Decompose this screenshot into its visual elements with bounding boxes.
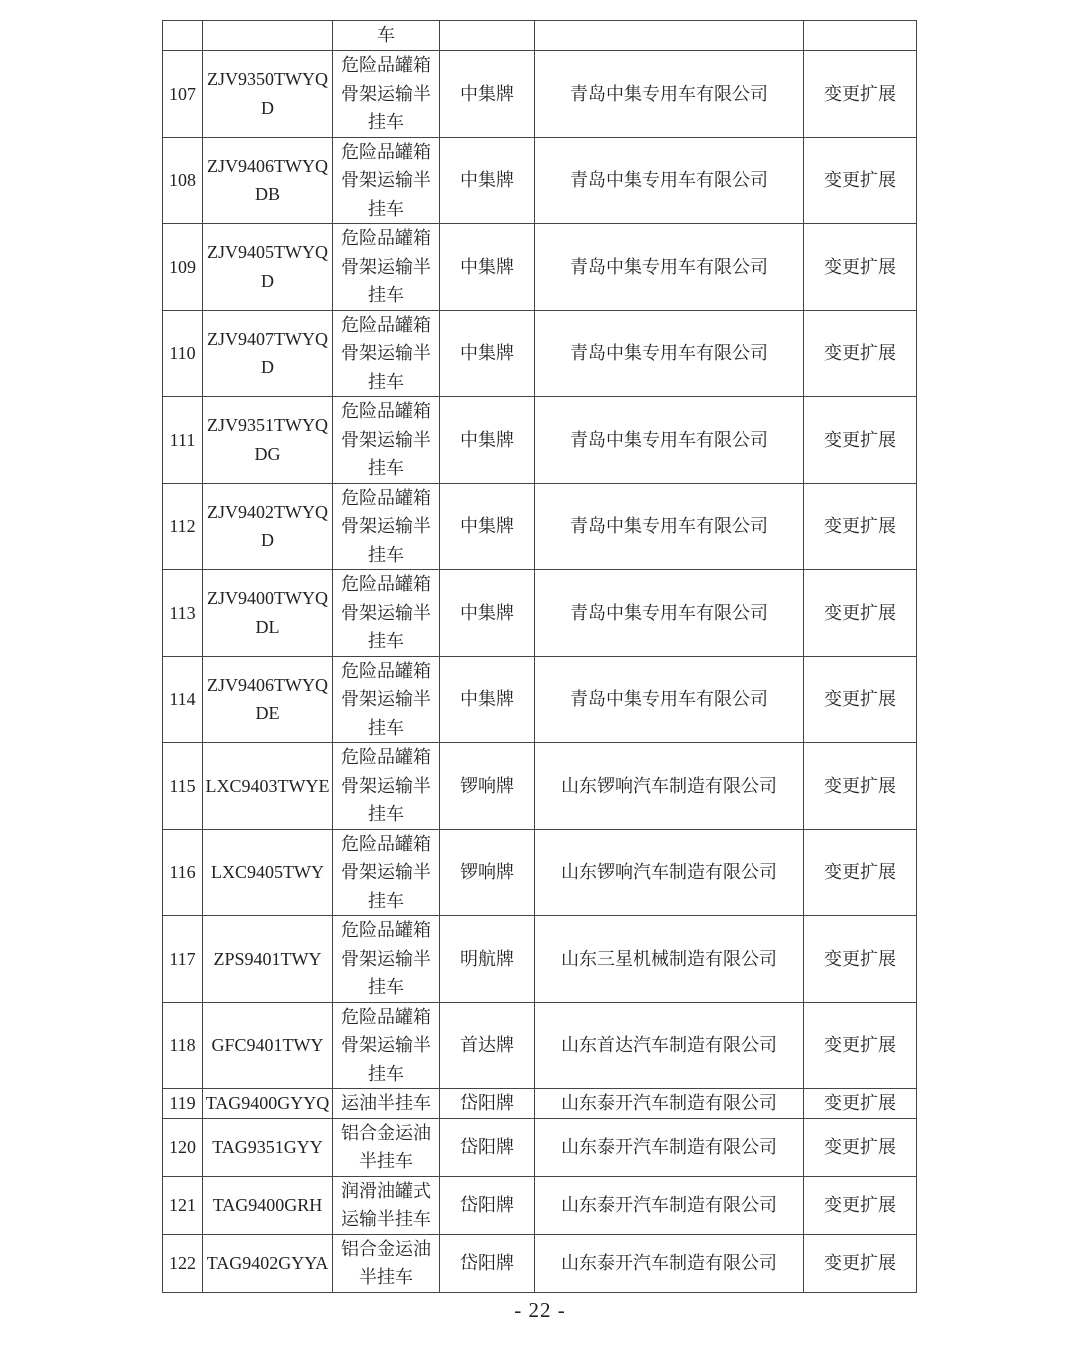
cell-vehicle-type: 危险品罐箱骨架运输半挂车	[333, 743, 440, 830]
cell-change-type: 变更扩展	[804, 570, 917, 657]
cell-model: GFC9401TWY	[203, 1002, 333, 1089]
cell-brand: 岱阳牌	[440, 1234, 535, 1292]
cell-model: ZJV9351TWYQDG	[203, 397, 333, 484]
table-row	[163, 743, 917, 830]
cell-company: 青岛中集专用车有限公司	[535, 137, 804, 224]
cell-model: ZJV9400TWYQDL	[203, 570, 333, 657]
cell-no: 122	[163, 1234, 203, 1292]
cell-no: 120	[163, 1118, 203, 1176]
cell-company: 青岛中集专用车有限公司	[535, 397, 804, 484]
cell-model: ZJV9407TWYQD	[203, 310, 333, 397]
cell-change-type: 变更扩展	[804, 137, 917, 224]
vehicle-catalog-table	[162, 20, 917, 1293]
cell-no: 111	[163, 397, 203, 484]
cell-vehicle-type: 铝合金运油半挂车	[333, 1118, 440, 1176]
cell-no: 121	[163, 1176, 203, 1234]
cell-brand: 岱阳牌	[440, 1089, 535, 1119]
cell-change-type: 变更扩展	[804, 829, 917, 916]
table-body	[163, 21, 917, 1293]
cell-model: LXC9405TWY	[203, 829, 333, 916]
table-row	[163, 1089, 917, 1119]
table-row	[163, 916, 917, 1003]
cell-company: 青岛中集专用车有限公司	[535, 656, 804, 743]
cell-no: 113	[163, 570, 203, 657]
table-row	[163, 1176, 917, 1234]
cell-no: 108	[163, 137, 203, 224]
cell-brand: 锣响牌	[440, 743, 535, 830]
cell-brand: 锣响牌	[440, 829, 535, 916]
cell-vehicle-type: 危险品罐箱骨架运输半挂车	[333, 656, 440, 743]
cell-company: 山东泰开汽车制造有限公司	[535, 1234, 804, 1292]
cell-change-type: 变更扩展	[804, 1002, 917, 1089]
cell-no: 112	[163, 483, 203, 570]
cell-company: 山东三星机械制造有限公司	[535, 916, 804, 1003]
cell-brand: 岱阳牌	[440, 1118, 535, 1176]
cell-company: 山东锣响汽车制造有限公司	[535, 743, 804, 830]
cell-no: 118	[163, 1002, 203, 1089]
cell-brand: 岱阳牌	[440, 1176, 535, 1234]
cell-model: ZJV9406TWYQDB	[203, 137, 333, 224]
cell-brand: 中集牌	[440, 51, 535, 138]
cell-change-type: 变更扩展	[804, 916, 917, 1003]
cell-change-type: 变更扩展	[804, 1176, 917, 1234]
cell-company: 青岛中集专用车有限公司	[535, 570, 804, 657]
cell-brand: 中集牌	[440, 137, 535, 224]
cell-change-type: 变更扩展	[804, 51, 917, 138]
cell-brand: 明航牌	[440, 916, 535, 1003]
cell-vehicle-type: 危险品罐箱骨架运输半挂车	[333, 916, 440, 1003]
table-row	[163, 1234, 917, 1292]
cell-vehicle-type: 危险品罐箱骨架运输半挂车	[333, 51, 440, 138]
cell-model	[203, 21, 333, 51]
cell-change-type: 变更扩展	[804, 397, 917, 484]
cell-no: 116	[163, 829, 203, 916]
cell-brand: 首达牌	[440, 1002, 535, 1089]
cell-brand	[440, 21, 535, 51]
cell-vehicle-type: 润滑油罐式运输半挂车	[333, 1176, 440, 1234]
cell-model: TAG9351GYY	[203, 1118, 333, 1176]
cell-vehicle-type: 危险品罐箱骨架运输半挂车	[333, 137, 440, 224]
cell-no: 114	[163, 656, 203, 743]
cell-brand: 中集牌	[440, 310, 535, 397]
cell-company: 青岛中集专用车有限公司	[535, 224, 804, 311]
table-row	[163, 224, 917, 311]
cell-change-type: 变更扩展	[804, 1089, 917, 1119]
cell-company	[535, 21, 804, 51]
cell-vehicle-type: 危险品罐箱骨架运输半挂车	[333, 1002, 440, 1089]
cell-vehicle-type: 危险品罐箱骨架运输半挂车	[333, 397, 440, 484]
cell-model: ZJV9402TWYQD	[203, 483, 333, 570]
cell-company: 山东泰开汽车制造有限公司	[535, 1089, 804, 1119]
cell-change-type	[804, 21, 917, 51]
cell-company: 青岛中集专用车有限公司	[535, 310, 804, 397]
cell-no: 119	[163, 1089, 203, 1119]
cell-change-type: 变更扩展	[804, 656, 917, 743]
cell-vehicle-type: 危险品罐箱骨架运输半挂车	[333, 829, 440, 916]
table-row	[163, 829, 917, 916]
page-number: - 22 -	[514, 1298, 566, 1322]
table-row-fragment	[163, 21, 917, 51]
cell-no: 115	[163, 743, 203, 830]
cell-no: 110	[163, 310, 203, 397]
cell-company: 山东泰开汽车制造有限公司	[535, 1176, 804, 1234]
cell-change-type: 变更扩展	[804, 1234, 917, 1292]
cell-vehicle-type: 运油半挂车	[333, 1089, 440, 1119]
cell-company: 山东锣响汽车制造有限公司	[535, 829, 804, 916]
cell-company: 青岛中集专用车有限公司	[535, 483, 804, 570]
cell-brand: 中集牌	[440, 224, 535, 311]
cell-vehicle-type: 危险品罐箱骨架运输半挂车	[333, 483, 440, 570]
cell-no: 117	[163, 916, 203, 1003]
cell-model: ZJV9405TWYQD	[203, 224, 333, 311]
cell-change-type: 变更扩展	[804, 310, 917, 397]
table-row	[163, 310, 917, 397]
cell-vehicle-type: 车	[333, 21, 440, 51]
cell-brand: 中集牌	[440, 570, 535, 657]
cell-change-type: 变更扩展	[804, 1118, 917, 1176]
cell-model: ZJV9406TWYQDE	[203, 656, 333, 743]
cell-model: TAG9400GYYQ	[203, 1089, 333, 1119]
cell-model: ZJV9350TWYQD	[203, 51, 333, 138]
cell-model: TAG9400GRH	[203, 1176, 333, 1234]
cell-no	[163, 21, 203, 51]
cell-company: 山东首达汽车制造有限公司	[535, 1002, 804, 1089]
cell-model: ZPS9401TWY	[203, 916, 333, 1003]
table-row	[163, 570, 917, 657]
table-row	[163, 1118, 917, 1176]
cell-vehicle-type: 危险品罐箱骨架运输半挂车	[333, 570, 440, 657]
cell-brand: 中集牌	[440, 656, 535, 743]
cell-no: 107	[163, 51, 203, 138]
cell-vehicle-type: 危险品罐箱骨架运输半挂车	[333, 224, 440, 311]
cell-brand: 中集牌	[440, 397, 535, 484]
cell-model: LXC9403TWYE	[203, 743, 333, 830]
table-row	[163, 397, 917, 484]
table-row	[163, 656, 917, 743]
table-row	[163, 51, 917, 138]
cell-change-type: 变更扩展	[804, 224, 917, 311]
cell-model: TAG9402GYYA	[203, 1234, 333, 1292]
cell-brand: 中集牌	[440, 483, 535, 570]
cell-vehicle-type: 铝合金运油半挂车	[333, 1234, 440, 1292]
cell-vehicle-type: 危险品罐箱骨架运输半挂车	[333, 310, 440, 397]
table-row	[163, 137, 917, 224]
cell-company: 青岛中集专用车有限公司	[535, 51, 804, 138]
cell-change-type: 变更扩展	[804, 483, 917, 570]
cell-company: 山东泰开汽车制造有限公司	[535, 1118, 804, 1176]
table-row	[163, 483, 917, 570]
table-row	[163, 1002, 917, 1089]
cell-no: 109	[163, 224, 203, 311]
cell-change-type: 变更扩展	[804, 743, 917, 830]
